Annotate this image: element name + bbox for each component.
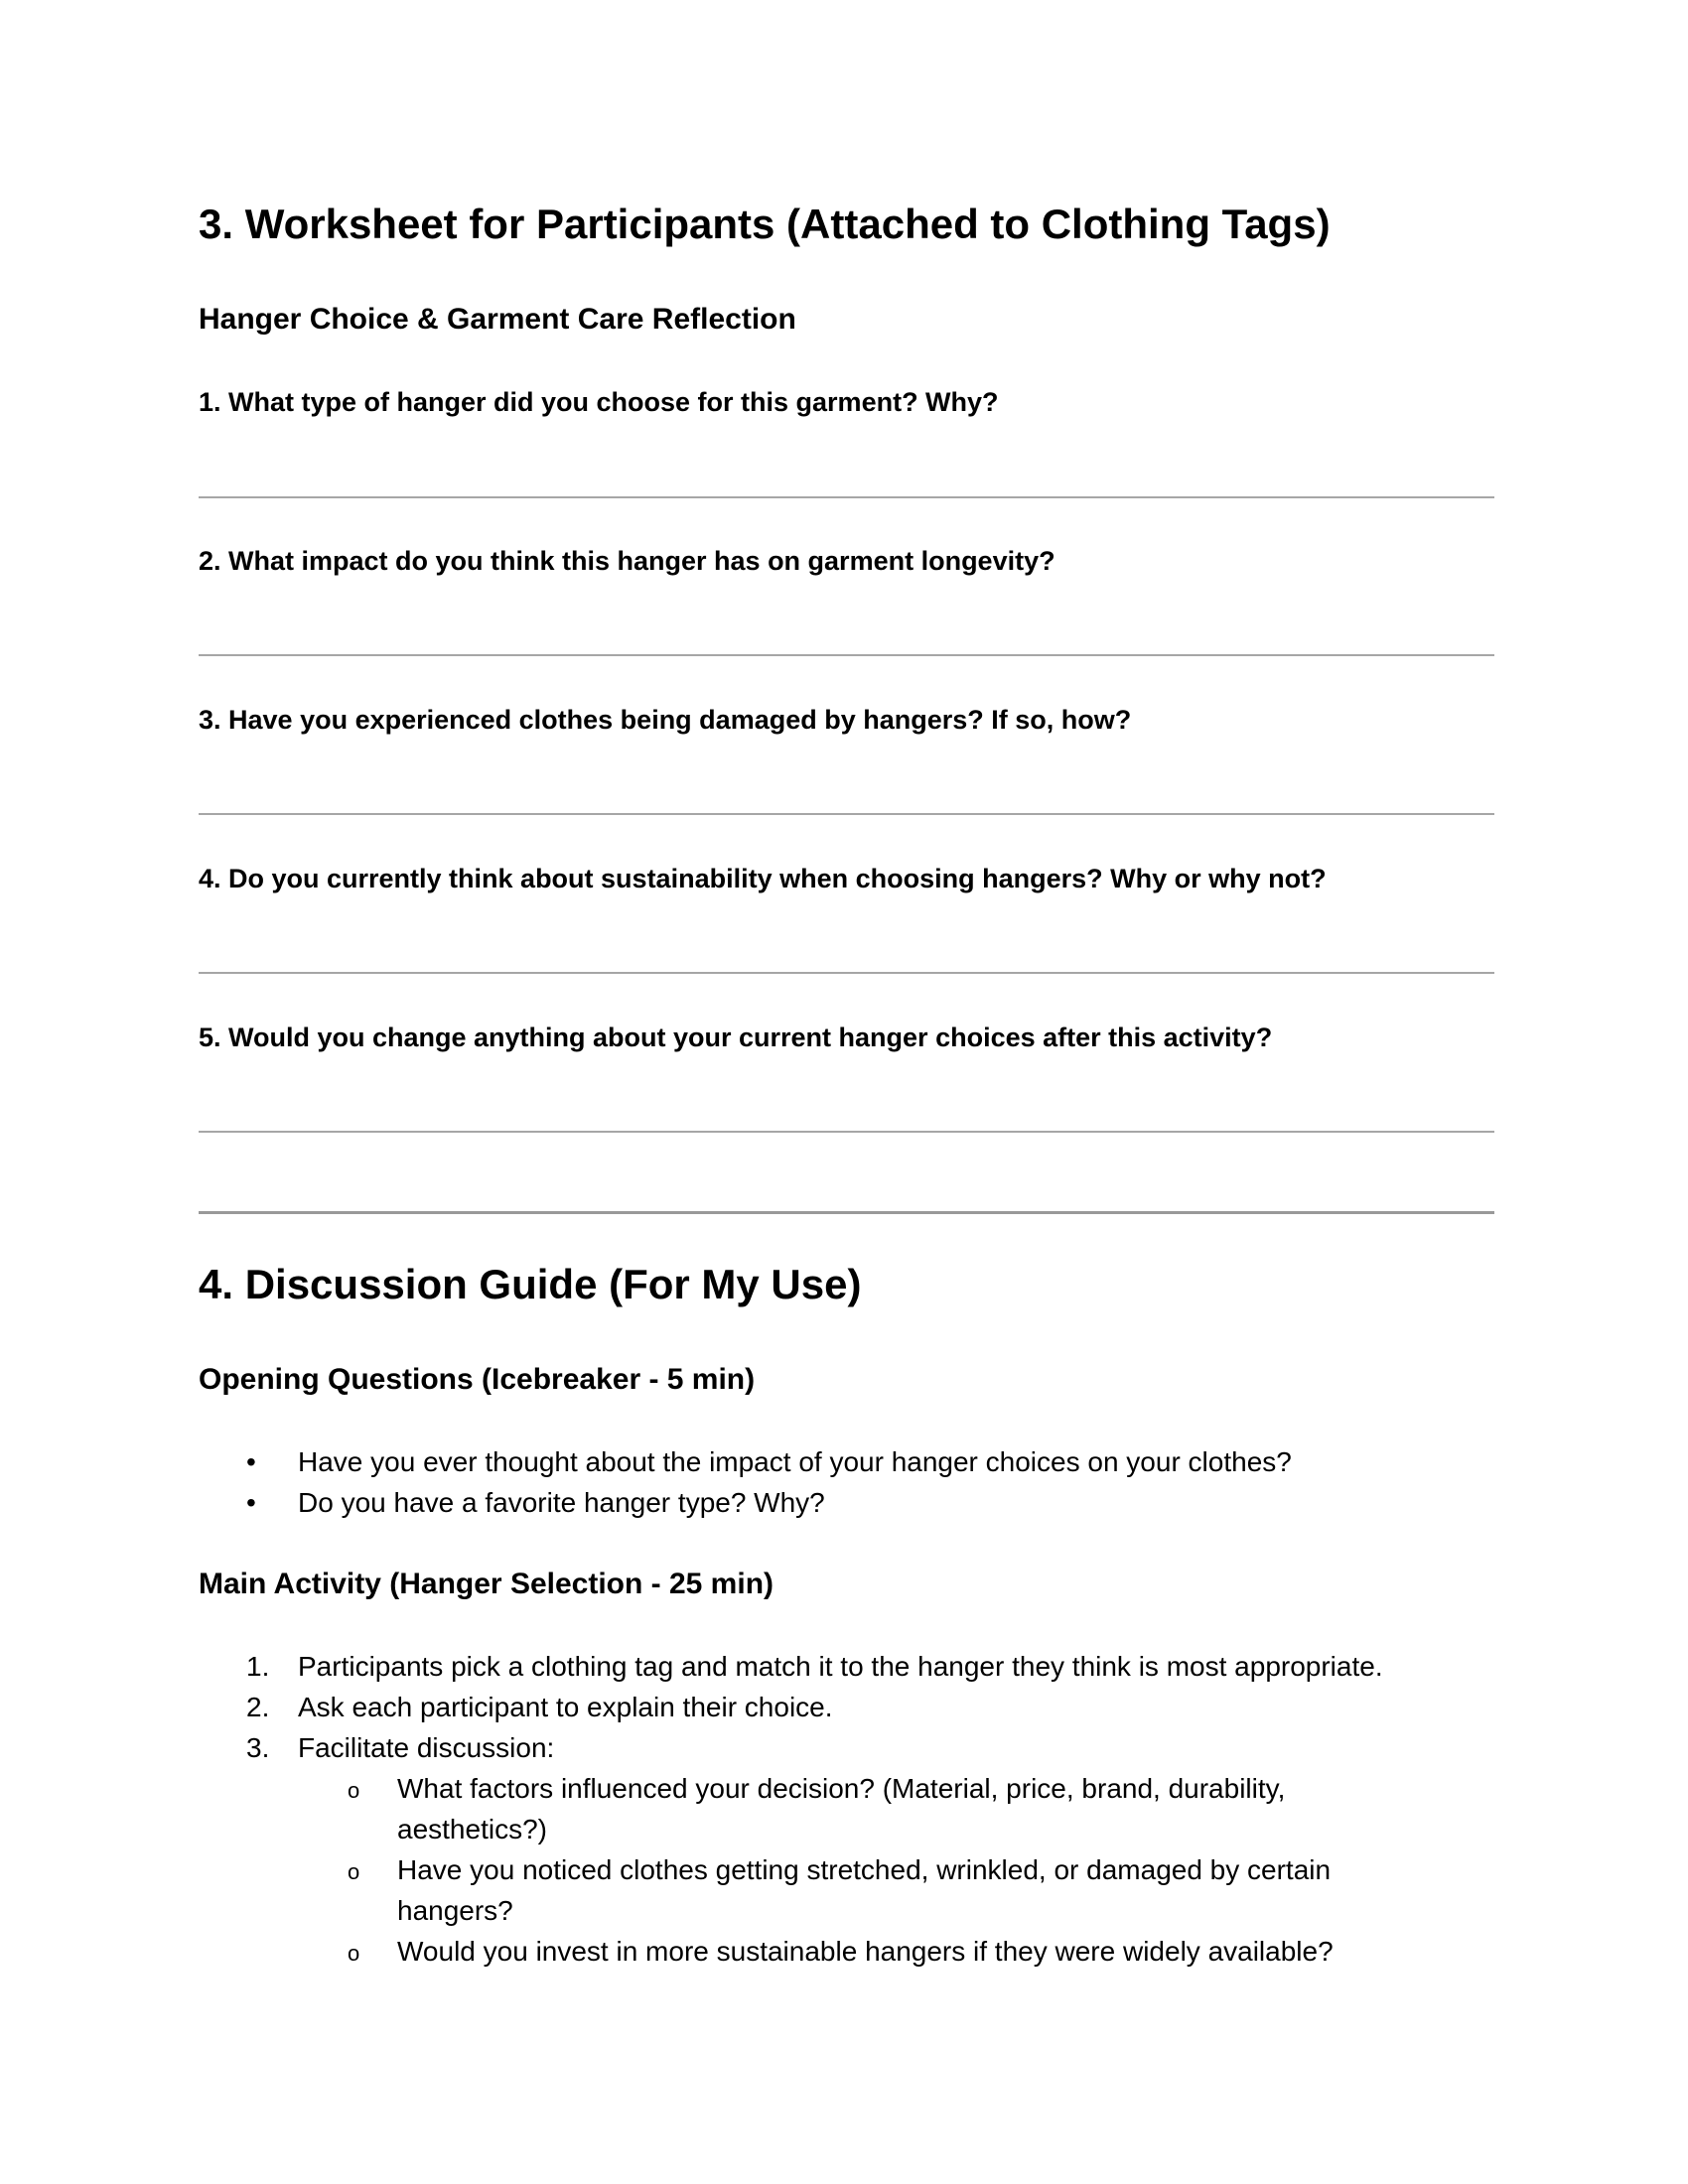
- sublist-item-text: Have you noticed clothes getting stretched, wrinkled, or damaged by certain hangers?: [397, 1854, 1332, 1926]
- answer-line-1[interactable]: [199, 496, 1494, 498]
- sublist-item: [298, 1849, 1395, 1931]
- sublist-item: [298, 1931, 1395, 1972]
- main-activity-heading: Main Activity (Hanger Selection - 25 min): [199, 1568, 774, 1600]
- list-item: [199, 1687, 1395, 1727]
- list-item-text: Do you have a favorite hanger type? Why?: [298, 1487, 825, 1518]
- list-item-text: Ask each participant to explain their choice.: [298, 1692, 833, 1722]
- answer-line-5[interactable]: [199, 1131, 1494, 1133]
- list-item: [199, 1441, 1292, 1482]
- list-item-text: Facilitate discussion:: [298, 1732, 555, 1763]
- bullet-marker: •: [246, 1446, 256, 1477]
- opening-questions-heading: Opening Questions (Icebreaker - 5 min): [199, 1363, 756, 1396]
- question-2: 2. What impact do you think this hanger has on garment longevity?: [199, 546, 1055, 576]
- section-3-subtitle: Hanger Choice & Garment Care Reflection: [199, 303, 796, 336]
- section-4-title: 4. Discussion Guide (For My Use): [199, 1261, 862, 1307]
- section-3-title: 3. Worksheet for Participants (Attached to Clothing Tags): [199, 201, 1331, 247]
- section-divider: [199, 1211, 1494, 1214]
- list-item: [199, 1646, 1395, 1687]
- list-item-text: Have you ever thought about the impact of your hanger choices on your clothes?: [298, 1446, 1292, 1477]
- question-5: 5. Would you change anything about your current hanger choices after this activity?: [199, 1023, 1273, 1052]
- opening-questions-list: [199, 1441, 1292, 1523]
- discussion-sublist: [298, 1768, 1395, 1972]
- answer-line-3[interactable]: [199, 813, 1494, 815]
- circle-bullet-marker: o: [348, 1941, 360, 1966]
- circle-bullet-marker: o: [348, 1778, 360, 1803]
- question-4: 4. Do you currently think about sustainability when choosing hangers? Why or why not?: [199, 864, 1327, 893]
- circle-bullet-marker: o: [348, 1859, 360, 1884]
- number-marker: 1.: [246, 1651, 270, 1682]
- list-item-text: Participants pick a clothing tag and match it to the hanger they think is most appropriate.: [298, 1651, 1383, 1682]
- list-item: [199, 1482, 1292, 1523]
- sublist-item-text: Would you invest in more sustainable hangers if they were widely available?: [397, 1936, 1334, 1967]
- number-marker: 2.: [246, 1692, 270, 1722]
- question-3: 3. Have you experienced clothes being damaged by hangers? If so, how?: [199, 705, 1132, 735]
- answer-line-4[interactable]: [199, 972, 1494, 974]
- question-1: 1. What type of hanger did you choose for this garment? Why?: [199, 387, 999, 417]
- answer-line-2[interactable]: [199, 654, 1494, 656]
- number-marker: 3.: [246, 1732, 270, 1763]
- list-item: [199, 1727, 1395, 1972]
- bullet-marker: •: [246, 1487, 256, 1518]
- sublist-item: [298, 1768, 1395, 1849]
- main-activity-list: [199, 1646, 1395, 1972]
- sublist-item-text: What factors influenced your decision? (Material, price, brand, durability, aesthetics?): [397, 1773, 1286, 1844]
